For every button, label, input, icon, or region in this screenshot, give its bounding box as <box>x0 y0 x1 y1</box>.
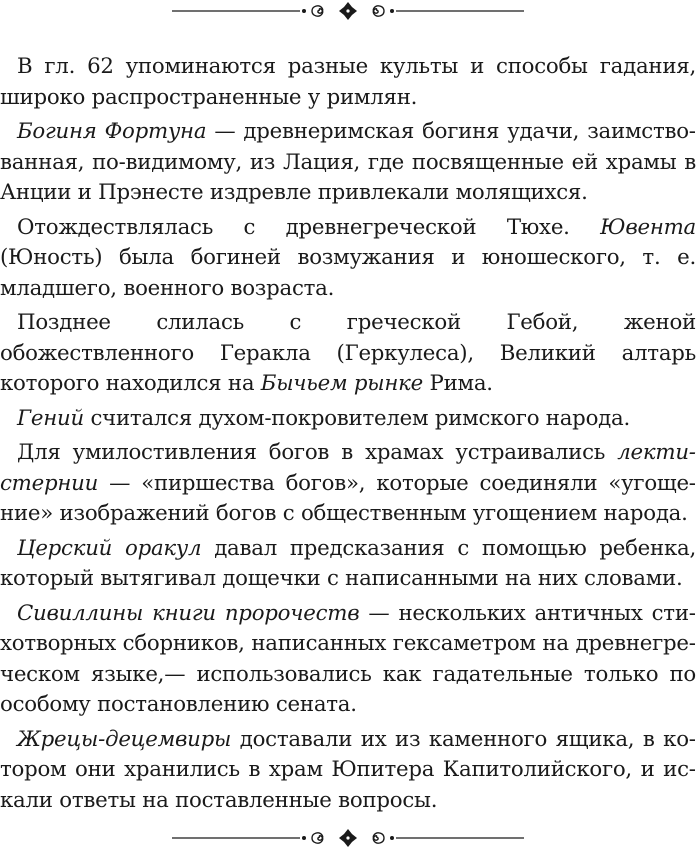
text-body <box>0 52 696 820</box>
ornament-divider-icon <box>0 827 696 851</box>
ornament-divider-icon <box>0 0 696 24</box>
paragraph <box>0 534 696 595</box>
italic-term: лектистернии <box>0 440 696 496</box>
paragraph <box>0 308 696 400</box>
italic-term: Сивиллины книги пророчеств <box>17 600 360 626</box>
text-run: Рима. <box>423 371 493 396</box>
text-run: Позднее слилась с греческой Гебой, женой обожествленного Геракла (Геркулеса), Великий алтарь которого находился на <box>0 310 696 396</box>
italic-term: Гений <box>17 405 84 431</box>
italic-term: Жрецы-децемвиры <box>17 726 232 752</box>
paragraph <box>0 725 696 817</box>
text-run: давал предсказания с помощью ребенка, который вытягивал дощечки с написанными на них словами. <box>0 535 696 591</box>
text-run: — древнеримская богиня удачи, заимствованная, по-видимому, из Лация, где посвященные ей храмы в Анции и Прэнесте издревле привлекали молящихся. <box>0 119 696 205</box>
text-run: Отождествлялась с древнегреческой Тюхе. <box>17 214 601 240</box>
text-run: (Юность) была богиней возмужания и юношеского, т. е. младшего, военного возраста. <box>0 245 696 301</box>
italic-term: Бычьем рынке <box>260 371 423 396</box>
top-ornament <box>0 0 696 24</box>
text-run: — нескольких античных стихотворных сборников, написанных гексаметром на древнегреческом языке,— использовались как гадательные только по особому постановлению сената. <box>0 600 696 717</box>
paragraph <box>0 438 696 530</box>
paragraph <box>0 117 696 209</box>
bottom-ornament <box>0 827 696 851</box>
paragraph <box>0 52 696 113</box>
text-run: считался духом-покровителем римского народа. <box>83 405 630 431</box>
paragraph <box>0 599 696 721</box>
italic-term: Церский оракул <box>17 535 202 561</box>
paragraph <box>0 213 696 305</box>
italic-term: Богиня Фортуна <box>17 119 207 144</box>
text-run: доставали их из каменного ящика, в котором они хранились в храм Юпитера Капитолийского, и искали ответы на поставленные вопросы. <box>0 726 696 813</box>
italic-term: Ювента <box>600 214 696 240</box>
text-run: Для умилостивления богов в храмах устраивались <box>17 440 618 465</box>
text-run: В гл. 62 упоминаются разные культы и способы гадания, широко распространенные у римлян. <box>0 54 696 110</box>
paragraph <box>0 404 696 435</box>
text-run: — «пиршества богов», которые соединяли «угощение» изображений богов с общественным угощением народа. <box>0 470 696 526</box>
